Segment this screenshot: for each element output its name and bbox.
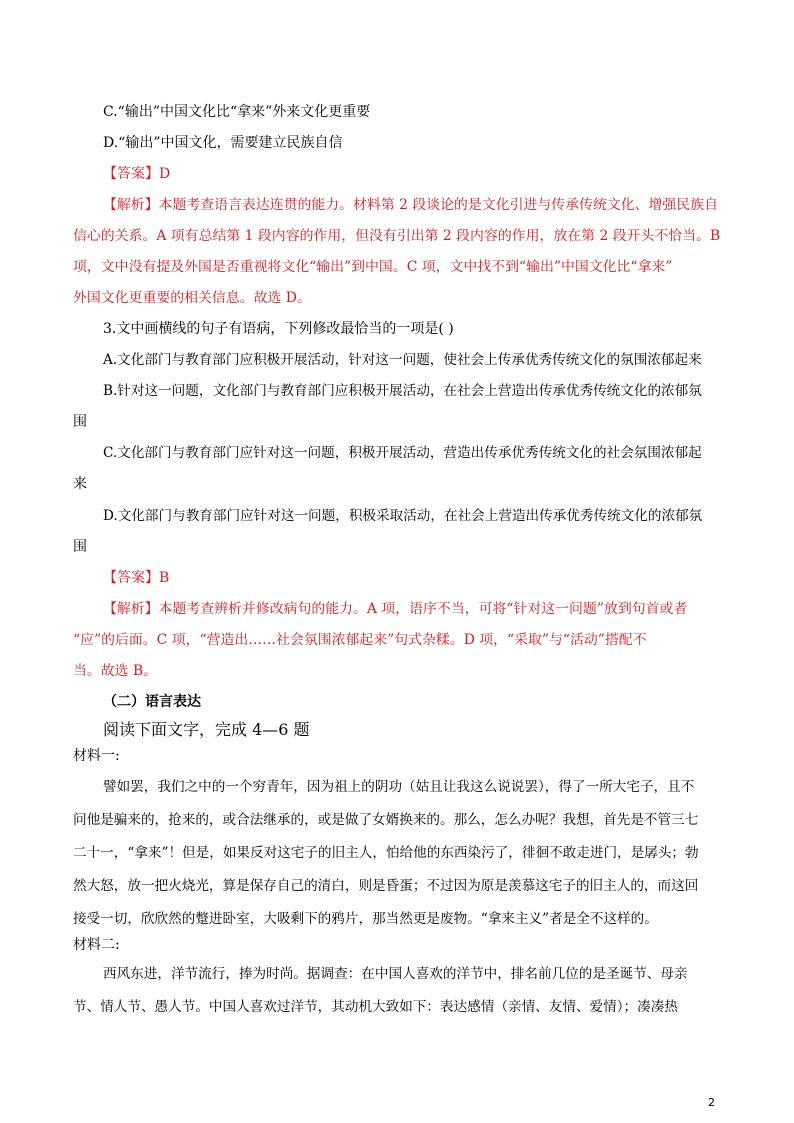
- q3-option-d-cont: 围: [73, 539, 87, 555]
- material1-line: 譬如罢，我们之中的一个穷青年，因为祖上的阴功（姑且让我这么说说罢），得了一所大宅子，且不: [103, 779, 695, 795]
- q3-option-d: D.文化部门与教育部门应针对这一问题，积极采取活动，在社会上营造出传承优秀传统文化的浓郁氛: [103, 508, 703, 524]
- q3-analysis-line: 【解析】本题考查辨析并修改病句的能力。A 项，语序不当，可将“针对这一问题”放到句首或者: [103, 601, 688, 617]
- material1-line: 然大怒，放一把火烧光，算是保存自己的清白，则是昏蛋；不过因为原是羡慕这宅子的旧主人的，而这回: [73, 878, 699, 894]
- q2-analysis-line: 外国文化更重要的相关信息。故选 D。: [73, 290, 311, 306]
- material2-line: 节、情人节、愚人节。中国人喜欢过洋节，其动机大致如下：表达感情（亲情、友情、爱情）；凑凑热: [73, 999, 678, 1015]
- q2-option-c: C.“输出”中国文化比“拿来”外来文化更重要: [103, 104, 371, 120]
- section-instruction: 阅读下面文字，完成 4—6 题: [103, 720, 310, 739]
- q2-analysis-line: 【解析】本题考查语言表达连贯的能力。材料第 2 段谈论的是文化引进与传承传统文化、增强民族自: [103, 197, 718, 213]
- material1-line: 问他是骗来的，抢来的，或合法继承的，或是做了女婿换来的。那么，怎么办呢？我想，首先是不管三七: [73, 812, 699, 828]
- q2-answer: 【答案】D: [103, 166, 171, 182]
- q3-option-b-cont: 围: [73, 414, 87, 430]
- q3-option-c-cont: 来: [73, 476, 87, 492]
- q3-option-b: B.针对这一问题，文化部门与教育部门应积极开展活动，在社会上营造出传承优秀传统文化的浓郁氛: [103, 383, 702, 399]
- material2-label: 材料二:: [73, 937, 120, 953]
- q3-answer: 【答案】B: [103, 570, 170, 586]
- material1-label: 材料一:: [73, 748, 120, 764]
- q3-option-a: A.文化部门与教育部门应积极开展活动，针对这一问题，使社会上传承优秀传统文化的氛围浓郁起来: [103, 352, 702, 368]
- material1-line: 接受一切，欣欣然的蹩进卧室，大吸剩下的鸦片，那当然更是废物。“拿来主义”者是全不这样的。: [73, 911, 658, 927]
- q3-analysis-line: “应”的后面。C 项，“营造出……社会氛围浓郁起来”句式杂糅。D 项，“采取”与“活动”搭配不: [73, 632, 647, 648]
- page-number: 2: [708, 1096, 715, 1109]
- q2-analysis-line: 项，文中没有提及外国是否重视将文化“输出”到中国。C 项，文中找不到“输出”中国文化比“拿来”: [73, 259, 673, 275]
- q3-option-c: C.文化部门与教育部门应针对这一问题，积极开展活动，营造出传承优秀传统文化的社会氛围浓郁起: [103, 445, 702, 461]
- q3-analysis-line: 当。故选 B。: [73, 663, 158, 679]
- section-heading: （二）语言表达: [103, 694, 201, 710]
- q2-option-d: D.“输出”中国文化，需要建立民族自信: [103, 135, 343, 151]
- material2-line: 西风东进，洋节流行，捧为时尚。据调查：在中国人喜欢的洋节中，排名前几位的是圣诞节、母亲: [103, 966, 688, 982]
- material1-line: 二十一，“拿来”！但是，如果反对这宅子的旧主人，怕给他的东西染污了，徘徊不敢走进门，是孱头；勃: [73, 845, 699, 861]
- q2-analysis-line: 信心的关系。A 项有总结第 1 段内容的作用，但没有引出第 2 段内容的作用，放在第 2 段开头不恰当。B: [73, 228, 721, 244]
- q3-stem: 3.文中画横线的句子有语病，下列修改最恰当的一项是( ): [103, 321, 454, 337]
